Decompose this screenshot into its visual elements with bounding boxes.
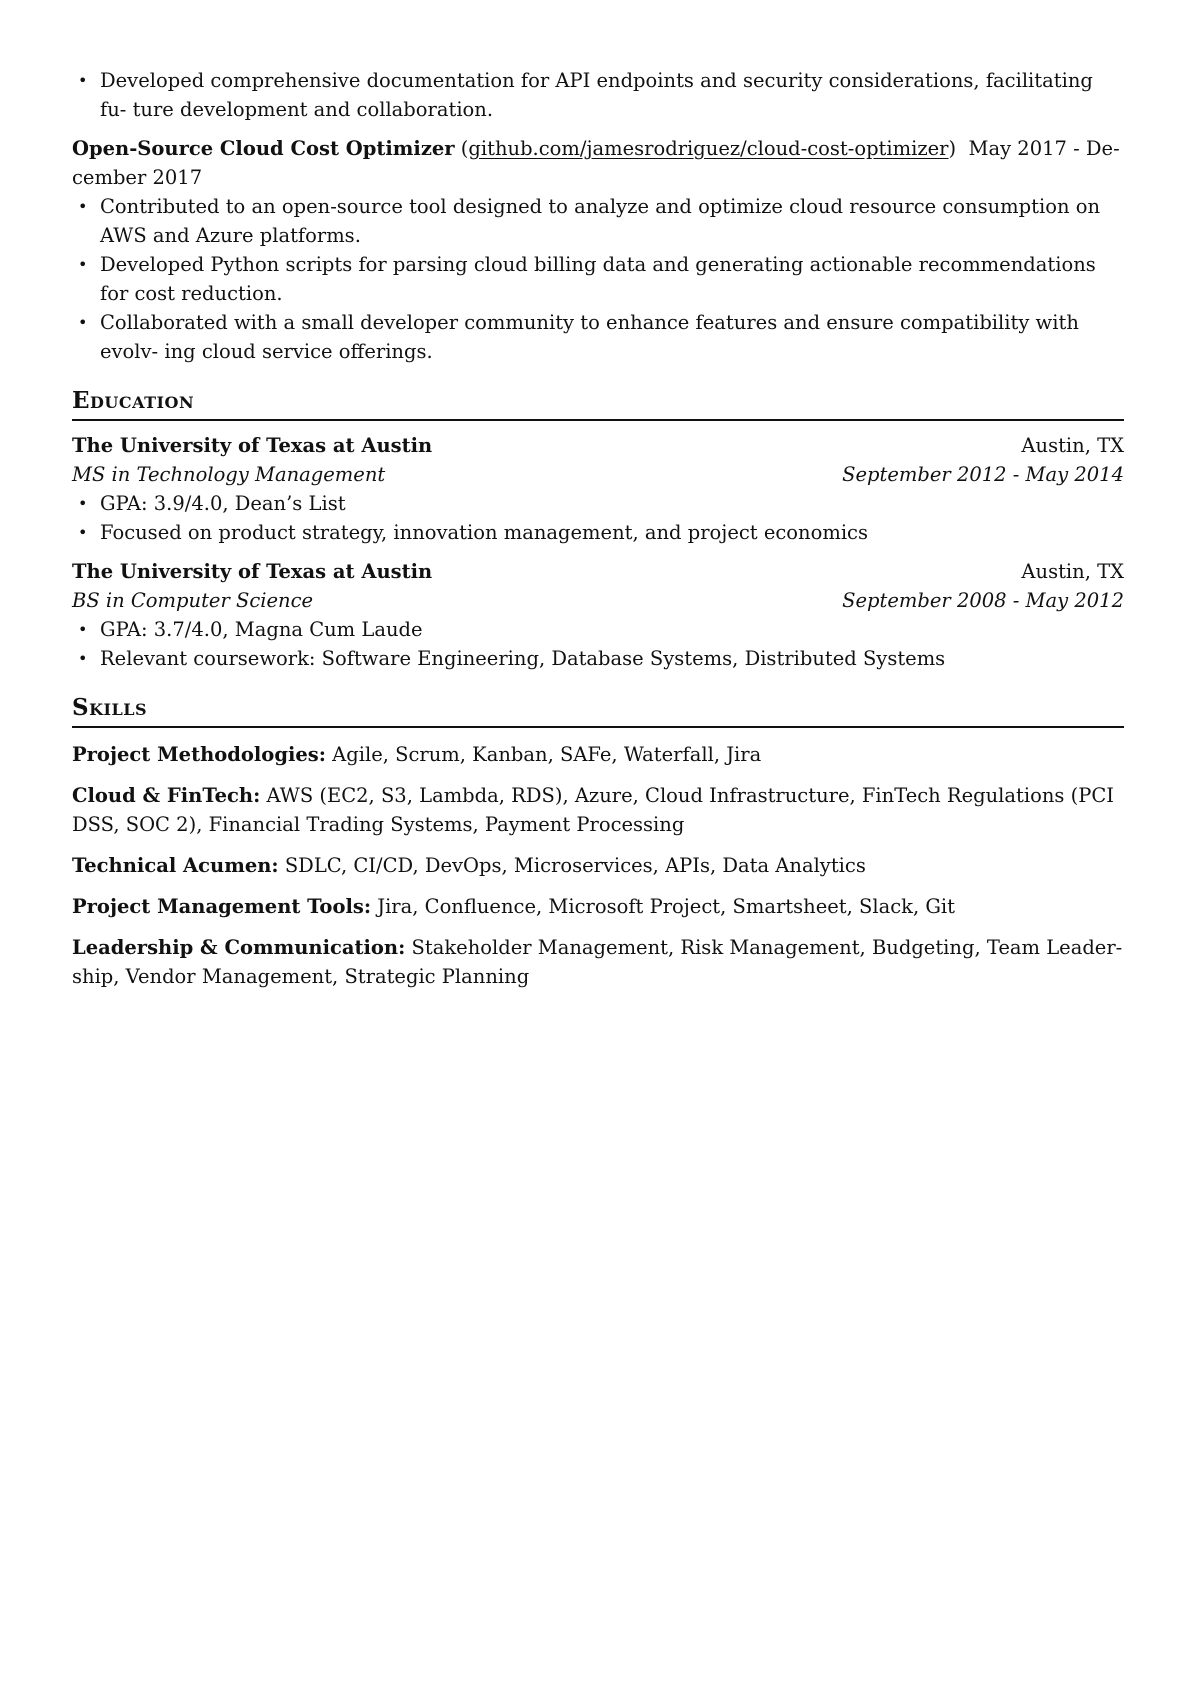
link-close-paren: ) — [948, 137, 957, 160]
bullet-item: • Developed Python scripts for parsing cloud billing data and generating actionable recommendations for cost reduction. — [72, 250, 1124, 308]
degree-dates: September 2012 - May 2014 — [842, 463, 1124, 486]
skill-label: Project Management Tools: — [72, 895, 372, 918]
link-open-paren: ( — [454, 137, 469, 160]
skill-label: Cloud & FinTech: — [72, 784, 261, 807]
school-location: Austin, TX — [1021, 560, 1124, 583]
skill-line — [72, 740, 1124, 769]
skill-line — [72, 851, 1124, 880]
education-entry — [72, 431, 1124, 547]
skill-label: Technical Acumen: — [72, 854, 279, 877]
project-bullets — [72, 192, 1124, 366]
bullet-item: • GPA: 3.7/4.0, Magna Cum Laude — [72, 615, 1124, 644]
skill-value: Jira, Confluence, Microsoft Project, Smartsheet, Slack, Git — [371, 895, 956, 918]
school-name: The University of Texas at Austin — [72, 434, 433, 457]
skill-label: Leadership & Communication: — [72, 936, 406, 959]
project-title: Open-Source Cloud Cost Optimizer — [72, 137, 455, 160]
bullet-item: • GPA: 3.9/4.0, Dean’s List — [72, 489, 1124, 518]
skill-line — [72, 892, 1124, 921]
school-name: The University of Texas at Austin — [72, 560, 433, 583]
degree: BS in Computer Science — [72, 589, 314, 612]
degree: MS in Technology Management — [72, 463, 386, 486]
skill-line — [72, 933, 1124, 991]
skill-value: Agile, Scrum, Kanban, SAFe, Waterfall, Jira — [325, 743, 762, 766]
bullet-item: • Focused on product strategy, innovation management, and project economics — [72, 518, 1124, 547]
bullet-item: • Relevant coursework: Software Engineering, Database Systems, Distributed Systems — [72, 644, 1124, 673]
school-location: Austin, TX — [1021, 434, 1124, 457]
bullet-item: • Contributed to an open-source tool designed to analyze and optimize cloud resource consumption on AWS and Azure platforms. — [72, 192, 1124, 250]
education-heading: Education — [72, 384, 1124, 421]
project-link[interactable]: github.com/jamesrodriguez/cloud-cost-optimizer — [468, 137, 949, 160]
education-bullets — [72, 489, 1124, 547]
skill-line — [72, 781, 1124, 839]
bullet-item: • Developed comprehensive documentation for API endpoints and security considerations, facilitating fu- ture development and collaboration. — [72, 66, 1124, 124]
bullet-item: • Collaborated with a small developer community to enhance features and ensure compatibility with evolv- ing cloud service offerings. — [72, 308, 1124, 366]
skill-value: AWS (EC2, S3, Lambda, RDS), Azure, Cloud Infrastructure, FinTech Regulations (PCI DSS, SOC 2), Financial Trading Systems, Payment Processing — [72, 784, 1114, 836]
degree-dates: September 2008 - May 2012 — [842, 589, 1124, 612]
project-entry-header — [72, 134, 1124, 192]
skills-heading: Skills — [72, 691, 1124, 728]
skill-label: Project Methodologies: — [72, 743, 326, 766]
prev-project-bullets — [72, 66, 1124, 124]
skill-value: SDLC, CI/CD, DevOps, Microservices, APIs, Data Analytics — [278, 854, 866, 877]
education-entry — [72, 557, 1124, 673]
resume-content — [72, 66, 1124, 991]
education-bullets — [72, 615, 1124, 673]
skill-value: Stakeholder Management, Risk Management, Budgeting, Team Leader- ship, Vendor Management, Strategic Planning — [72, 936, 1123, 988]
project-dates: May 2017 - De- cember 2017 — [72, 137, 1120, 189]
